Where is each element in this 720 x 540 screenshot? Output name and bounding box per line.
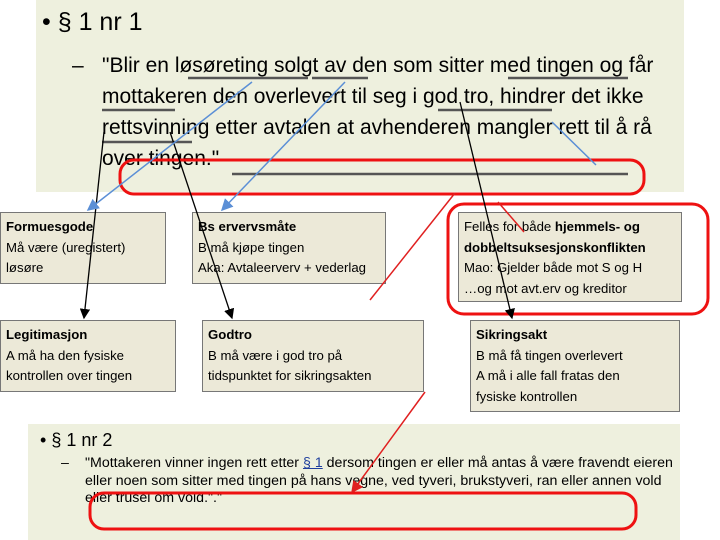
box-title: Formuesgode (6, 219, 94, 234)
box-line: B må være i god tro på (208, 347, 343, 363)
box-title: Bs ervervsmåte (198, 219, 297, 234)
box-title: Legitimasjon (6, 327, 88, 342)
highlight-felles (448, 204, 708, 314)
highlight-section2 (90, 493, 636, 529)
bullet: • (40, 430, 47, 450)
box-line: fysiske kontrollen (476, 388, 578, 404)
box-line: B må få tingen overlevert (476, 347, 623, 363)
quote-text-after: dersom tingen er eller må antas å være fravendt eieren eller noen som sitter med tingen på hans vegne, ved tyveri, brukstyveri, ran eller annen vold eller trusel om vold."." (85, 455, 673, 506)
box-line: …og mot avt.erv og kreditor (464, 280, 627, 296)
dash: – (72, 54, 84, 77)
box-title: Sikringsakt (476, 327, 548, 342)
arrow-legitimasjon (84, 132, 104, 318)
box-line: Mao: Gjelder både mot S og H (464, 260, 643, 275)
heading-text: § 1 nr 2 (51, 430, 113, 450)
bullet: • (42, 8, 51, 36)
dash: – (61, 455, 69, 471)
section-link[interactable]: § 1 (302, 455, 323, 471)
box-title-bold: hjemmels- og (554, 219, 640, 234)
box-line: A må i alle fall fratas den (476, 368, 620, 383)
arrow-formuesgode (88, 82, 252, 210)
quote-text: "Blir en løsøreting solgt av den som sitter med tingen og får mottakeren den overlevert til seg i god tro, hindrer det ikke rettsvinning etter avtalen at avhenderen mangler rett til å rå over tingen." (102, 54, 654, 170)
box-title-prefix: Felles for både (464, 219, 552, 234)
box-line: B må kjøpe tingen (198, 239, 305, 255)
arrow-red-2 (498, 202, 524, 232)
box-title-bold2: dobbeltsuksesjonskonflikten (464, 239, 646, 255)
box-line: Aka: Avtaleerverv + vederlag (198, 260, 366, 275)
arrow-red-1 (370, 193, 455, 300)
box-title: Godtro (208, 327, 252, 342)
box-line: løsøre (6, 260, 44, 275)
box-line: kontrollen over tingen (6, 368, 133, 383)
box-line: A må ha den fysiske (6, 347, 125, 363)
quote-text-before: "Mottakeren vinner ingen rett etter (85, 455, 300, 471)
box-line: tidspunktet for sikringsakten (208, 368, 372, 383)
heading-text: § 1 nr 1 (57, 8, 143, 36)
arrow-red-3 (352, 392, 425, 492)
box-line: Må være (uregistert) (6, 239, 126, 255)
highlight-quote (120, 160, 644, 194)
arrow-ervervsmaate (222, 82, 345, 210)
